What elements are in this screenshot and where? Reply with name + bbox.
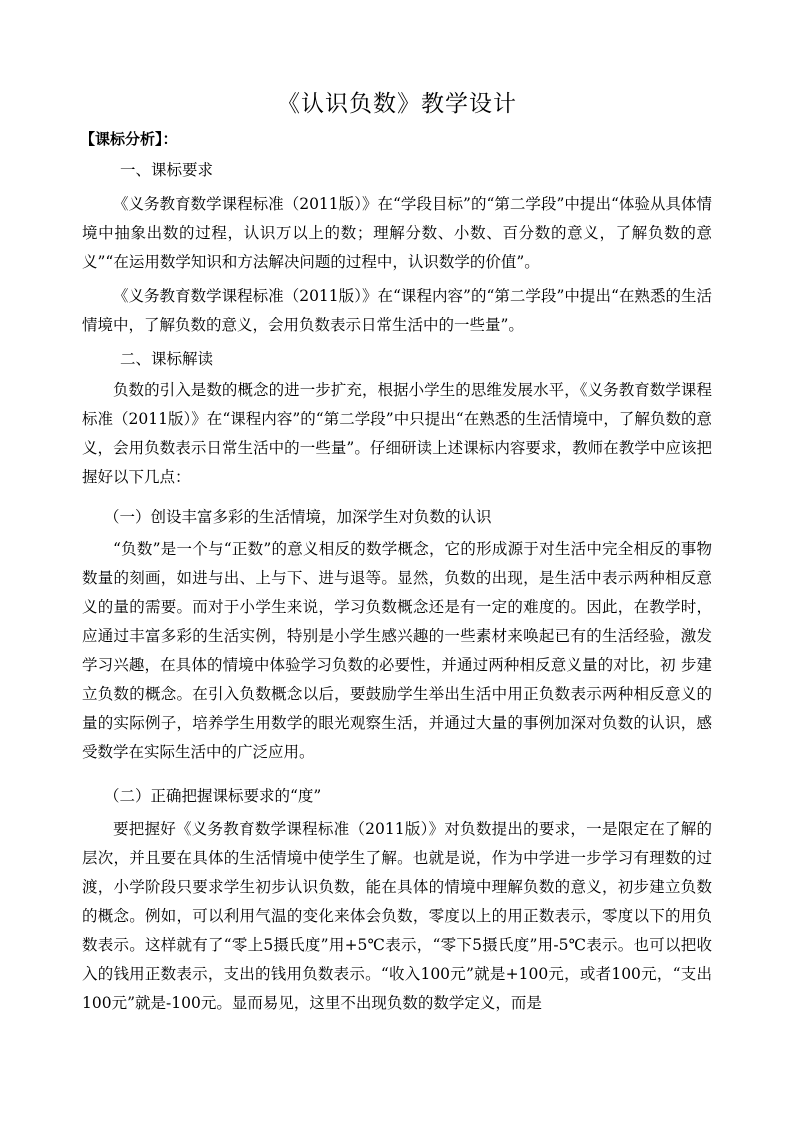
paragraph-requirement-1: 《义务教育数学课程标准（2011版）》在“学段目标”的“第二学段”中提出“体验从具体情境中抽象出数的过程，认识万以上的数；理解分数、小数、百分数的意义，了解负数的意义”“在运用数学知识和方法解决问题的过程中，认识数学的价值”。 <box>82 195 712 271</box>
heading-point-one: （一）创设丰富多彩的生活情境，加深学生对负数的认识 <box>104 508 492 526</box>
paragraph-point-two: 要把握好《义务教育数学课程标准（2011版）》对负数提出的要求，一是限定在了解的层次，并且要在具体的生活情境中使学生了解。也就是说，作为中学进一步学习有理数的过渡，小学阶段只要求学生初步认识负数，能在具体的情境中理解负数的意义，初步建立负数的概念。例如，可以利用气温的变化来体会负数，零度以上的用正数表示，零度以下的用负数表示。这样就有了“零上5摄氏度”用+5℃表示，“零下5摄氏度”用-5℃表示。也可以把收入的钱用正数表示，支出的钱用负数表示。“收入100元”就是+100元，或者100元，“支出100元”就是-100元。显而易见，这里不出现负数的数学定义，而是 <box>82 820 712 1012</box>
paragraph-point-one: “负数”是一个与“正数”的意义相反的数学概念，它的形成源于对生活中完全相反的事物数量的刻画，如进与出、上与下、进与退等。显然，负数的出现，是生活中表示两种相反意义的量的需要。而对于小学生来说，学习负数概念还是有一定的难度的。因此，在教学时，应通过丰富多彩的生活实例，特别是小学生感兴趣的一些素材来唤起已有的生活经验，激发学习兴趣，在具体的情境中体验学习负数的必要性，并通过两种相反意义量的对比，初 步建立负数的概念。在引入负数概念以后，要鼓励学生举出生活中用正负数表示两种相反意义的量的实际例子，培养学生用数学的眼光观察生活，并通过大量的事例加深对负数的认识，感受数学在实际生活中的广泛应用。 <box>82 540 712 761</box>
heading-curriculum-requirements: 一、课标要求 <box>120 161 214 179</box>
document-title: 《认识负数》教学设计 <box>277 91 517 117</box>
heading-point-two: （二）正确把握课标要求的“度” <box>104 787 322 805</box>
paragraph-requirement-2: 《义务教育数学课程标准（2011版）》在“课程内容”的“第二学段”中提出“在熟悉的生活情境中，了解负数的意义，会用负数表示日常生活中的一些量”。 <box>82 287 712 334</box>
section-label-curriculum-analysis: 【课标分析】： <box>80 130 178 148</box>
heading-curriculum-interpretation: 二、课标解读 <box>120 350 214 368</box>
paragraph-interpretation: 负数的引入是数的概念的进一步扩充，根据小学生的思维发展水平，《义务教育数学课程标准（2011版）》在“课程内容”的“第二学段”中只提出“在熟悉的生活情境中，了解负数的意义，会用负数表示日常生活中的一些量”。仔细研读上述课标内容要求，教师在教学中应该把握好以下几点： <box>82 381 712 486</box>
